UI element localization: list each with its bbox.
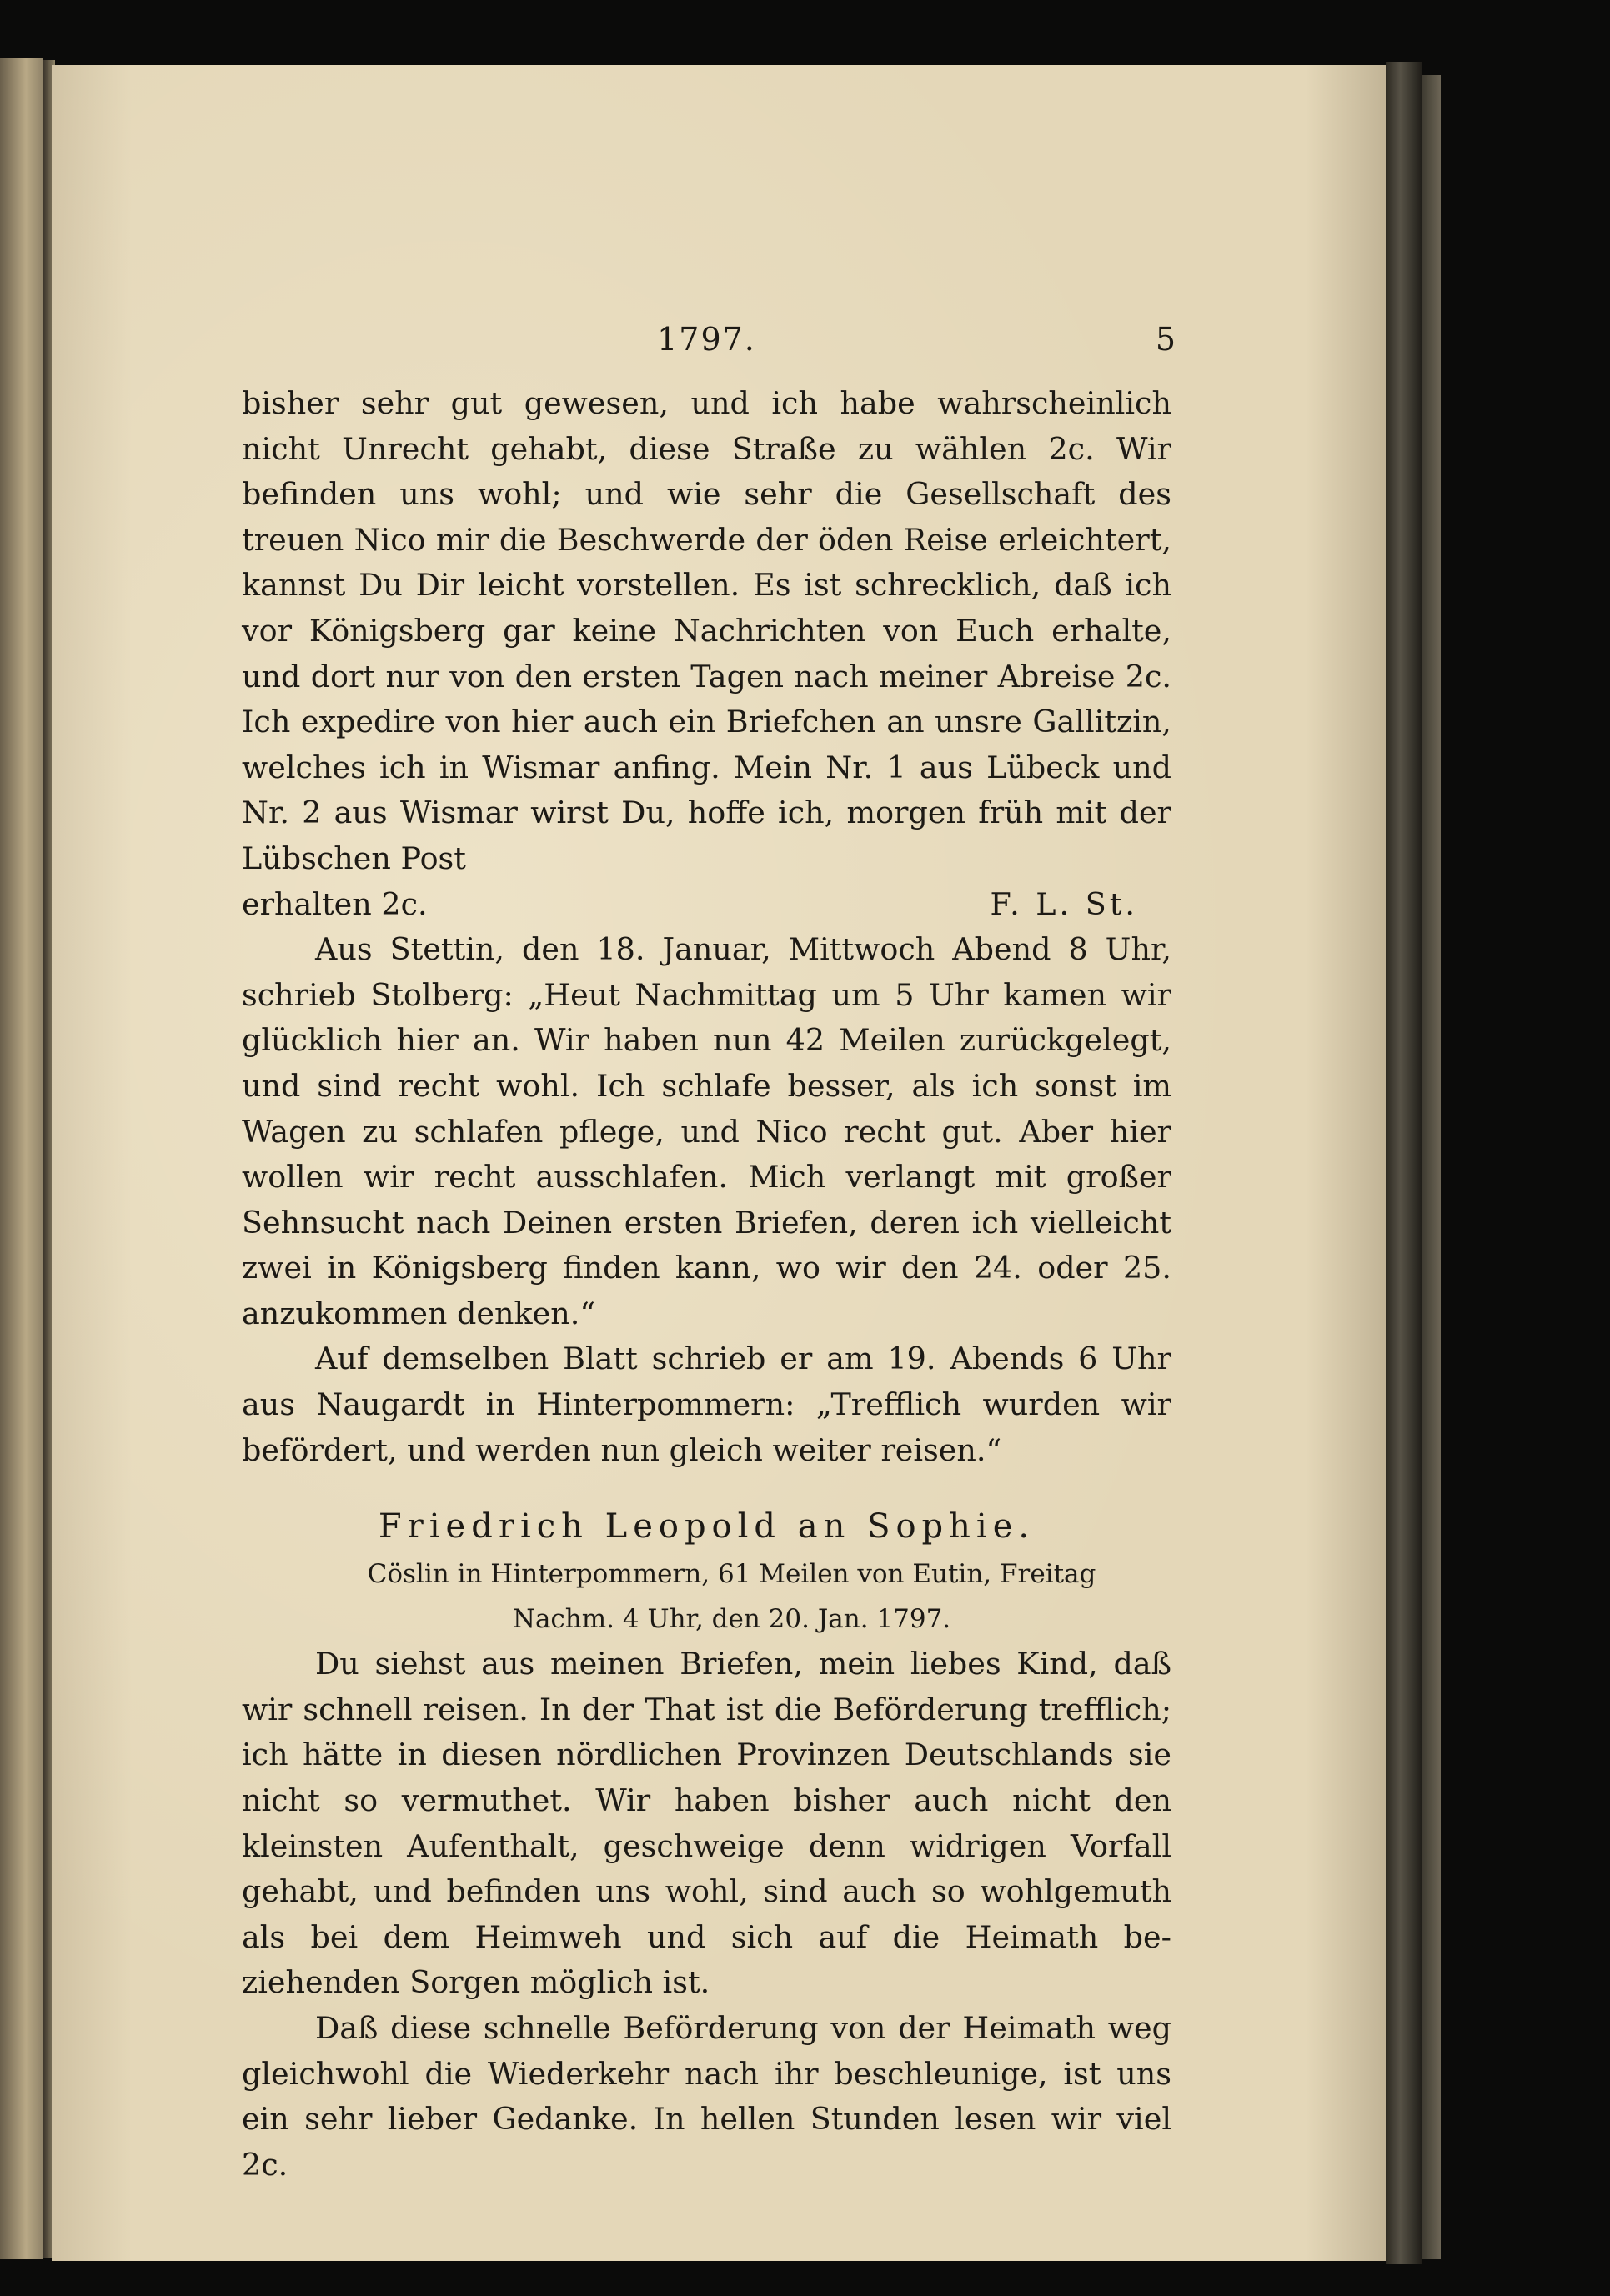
paragraph-continuation: bisher sehr gut gewesen, und ich habe wahrscheinlich nicht Unrecht gehabt, diese Straße zu wählen 2c. Wir befinden uns wohl; und wie sehr die Gesellschaft des treuen Nico mir die Beschwerde der öden Reise erleichtert, kannst Du Dir leicht vorstellen. Es ist schrecklich, daß ich vor Königsberg gar keine Nachrichten von Euch erhalte, und dort nur von den ersten Tagen nach meiner Abreise 2c. Ich expedire von hier auch ein Briefchen an unsre Gallitzin, welches ich in Wismar anfing. Mein Nr. 1 aus Lübeck und Nr. 2 aus Wismar wirst Du, hoffe ich, morgen früh mit der Lübschen Post <box>242 385 1171 876</box>
dateline-line-2: Nachm. 4 Uhr, den 20. Jan. 1797. <box>512 1604 951 1635</box>
page-text-block <box>242 321 1176 2188</box>
signature-initials: F. L. St. <box>990 885 1138 922</box>
running-head <box>242 321 1176 381</box>
paragraph-letter-body-2: Daß diese schnelle Beförderung von der Heimath weg gleichwohl die Wiederkehr nach ihr beschleunige, ist uns ein sehr lieber Gedanke. In hellen Stunden lesen wir viel 2c. <box>242 2010 1171 2183</box>
dateline-line-1: Cöslin in Hinterpommern, 61 Meilen von Eutin, Freitag <box>367 1559 1096 1590</box>
previous-page-edge <box>0 58 43 2259</box>
book-spine-edge <box>1422 75 1441 2259</box>
paragraph-letter-body-1: Du siehst aus meinen Briefen, mein liebes Kind, daß wir schnell reisen. In der That ist die Beförderung trefflich; ich hätte in diesen nördlichen Provinzen Deutschlands sie nicht so vermuthet. Wir haben bisher auch nicht den kleinsten Aufenthalt, geschweige denn widrigen Vorfall gehabt, und befinden uns wohl, sind auch so wohlgemuth als bei dem Heimweh und sich auf die Heimath beziehenden Sorgen möglich ist. <box>242 1646 1171 2001</box>
running-head-year: 1797. <box>657 321 756 358</box>
letter-heading: Friedrich Leopold an Sophie. <box>378 1507 1036 1547</box>
paragraph-naugardt: Auf demselben Blatt schrieb er am 19. Abends 6 Uhr aus Naugardt in Hinterpommern: „Trefflich wurden wir befördert, und werden nun gleich weiter reisen.“ <box>242 1341 1171 1468</box>
page-number: 5 <box>1155 321 1176 358</box>
letter-dateline <box>242 1552 1171 1642</box>
paragraph-stettin: Aus Stettin, den 18. Januar, Mittwoch Abend 8 Uhr, schrieb Stolberg: „Heut Nachmittag um 5 Uhr kamen wir glücklich hier an. Wir haben nun 42 Meilen zurückgelegt, und sind recht wohl. Ich schlafe besser, als ich sonst im Wagen zu schlafen pflege, und Nico recht gut. Aber hier wollen wir recht ausschlafen. Mich verlangt mit großer Sehnsucht nach Deinen ersten Briefen, deren ich vielleicht zwei in Königsberg finden kann, wo wir den 24. oder 25. anzukommen denken.“ <box>242 931 1171 1331</box>
letter-closing <box>242 882 1171 928</box>
closing-text: erhalten 2c. <box>242 885 428 922</box>
book-cover-edge <box>1386 62 1422 2264</box>
